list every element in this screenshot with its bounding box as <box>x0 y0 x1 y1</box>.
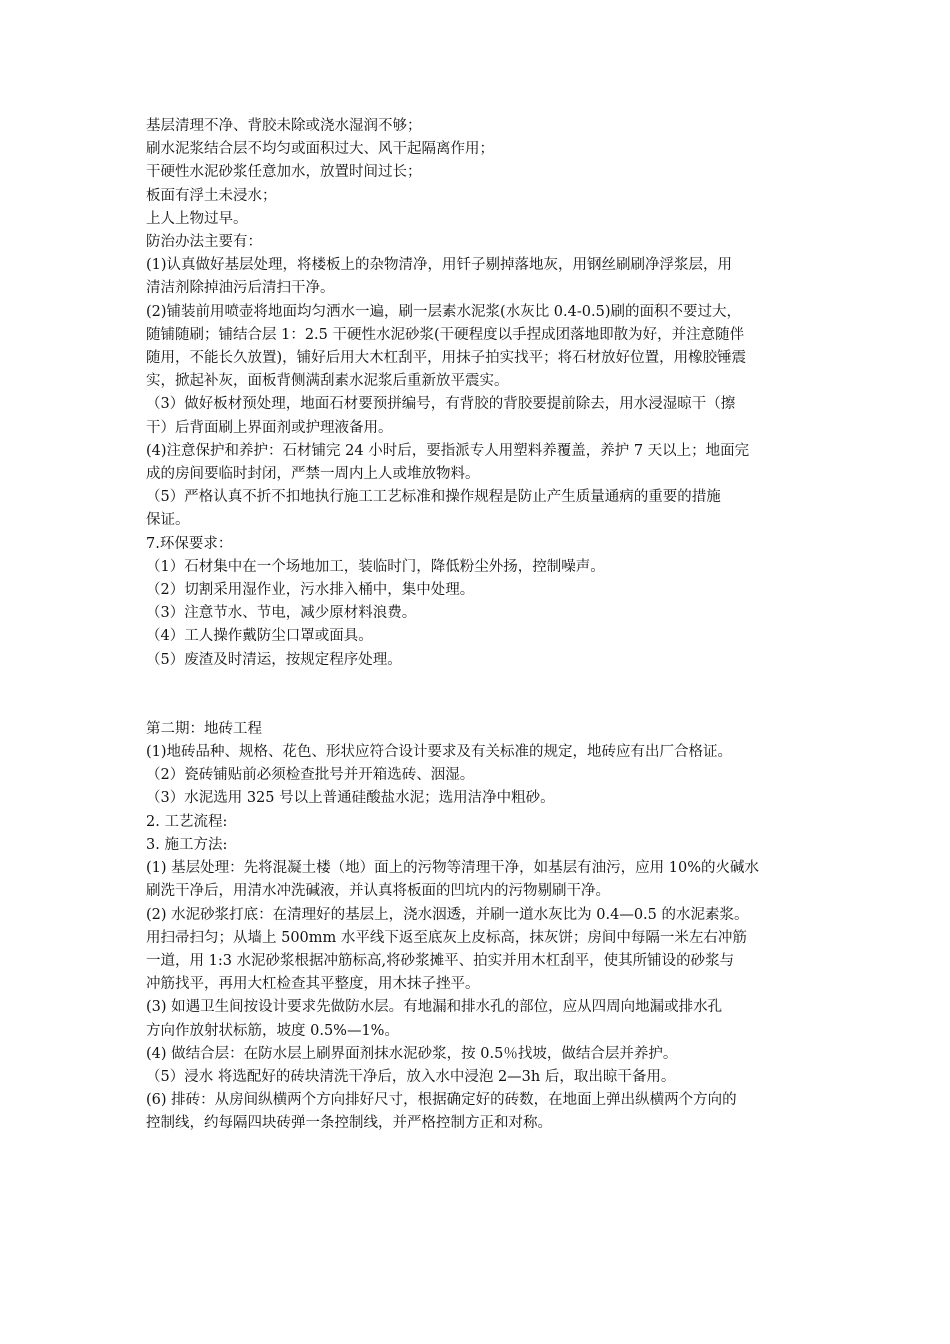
text-line: (6) 排砖：从房间纵横两个方向排好尺寸，根据确定好的砖数，在地面上弹出纵横两个方向的 <box>146 1092 737 1109</box>
text-line: 成的房间要临时封闭，严禁一周内上人或堆放物料。 <box>146 466 480 483</box>
paragraph-gap <box>146 672 816 718</box>
text-line: 冲筋找平，再用大杠检查其平整度，用木抹子挫平。 <box>146 976 480 993</box>
text-line: 控制线，约每隔四块砖弹一条控制线，并严格控制方正和对称。 <box>146 1115 552 1132</box>
section-heading: 防治办法主要有： <box>146 234 262 251</box>
text-line: 上人上物过早。 <box>146 210 248 227</box>
text-line: 保证。 <box>146 512 190 529</box>
text-line: 方向作放射状标筋，坡度 0.5%—1%。 <box>146 1022 399 1039</box>
text-line: （3）做好板材预处理，地面石材要预拼编号，有背胶的背胶要提前除去，用水浸湿晾干（擦 <box>146 396 736 413</box>
text-line: 板面有浮土未浸水； <box>146 187 277 204</box>
text-line: （5）严格认真不折不扣地执行施工工艺标准和操作规程是防止产生质量通病的重要的措施 <box>146 489 721 506</box>
text-line: (4)注意保护和养护：石材铺完 24 小时后，要指派专人用塑料养覆盖，养护 7 天以上；地面完 <box>146 442 750 459</box>
text-line: 用扫帚扫匀；从墙上 500mm 水平线下返至底灰上皮标高，抹灰饼；房间中每隔一米左右冲筋 <box>146 929 747 946</box>
text-line: （2）切割采用湿作业，污水排入桶中，集中处理。 <box>146 582 475 599</box>
text-line: （3）注意节水、节电，减少原材料浪费。 <box>146 605 417 622</box>
text-line: （2）瓷砖铺贴前必须检查批号并开箱选砖、洇湿。 <box>146 767 475 784</box>
text-line: 刷水泥浆结合层不均匀或面积过大、风干起隔离作用； <box>146 141 494 158</box>
text-line: 干硬性水泥砂浆任意加水，放置时间过长； <box>146 164 422 181</box>
text-line: （5）浸水 将选配好的砖块清洗干净后，放入水中浸泡 2—3h 后，取出晾干备用。 <box>146 1068 676 1085</box>
section-heading: 7.环保要求： <box>146 535 233 552</box>
text-line: 干）后背面刷上界面剂或护理液备用。 <box>146 419 393 436</box>
text-line: 随铺随刷；铺结合层 1：2.5 干硬性水泥砂浆(干硬程度以手捏成团落地即散为好，并注意随伴 <box>146 326 745 343</box>
text-line: (4) 做结合层：在防水层上刷界面剂抹水泥砂浆，按 0.5％找坡，做结合层并养护。 <box>146 1045 678 1062</box>
text-line: (1)认真做好基层处理，将楼板上的杂物清净，用钎子剔掉落地灰，用钢丝刷刷净浮浆层，用 <box>146 257 733 274</box>
text-line: 随用，不能长久放置)，铺好后用大木杠刮平，用抹子拍实找平；将石材放好位置，用橡胶锤震 <box>146 350 747 367</box>
text-line: （3）水泥选用 325 号以上普通硅酸盐水泥；选用洁净中粗砂。 <box>146 790 555 807</box>
section-heading: 2. 工艺流程: <box>146 813 228 830</box>
section-stone-defects <box>146 115 816 672</box>
text-line: (2)铺装前用喷壶将地面均匀洒水一遍，刷一层素水泥浆(水灰比 0.4-0.5)刷的面积不要过大， <box>146 303 741 320</box>
text-line: 清洁剂除掉油污后清扫干净。 <box>146 280 335 297</box>
text-line: （4）工人操作戴防尘口罩或面具。 <box>146 628 373 645</box>
text-line: (2) 水泥砂浆打底：在清理好的基层上，浇水洇透，并刷一道水灰比为 0.4—0.5 的水泥素浆。 <box>146 906 749 923</box>
section-floor-tile <box>146 718 816 1136</box>
text-line: 实，掀起补灰，面板背侧满刮素水泥浆后重新放平震实。 <box>146 373 509 390</box>
text-line: （5）废渣及时清运，按规定程序处理。 <box>146 651 402 668</box>
document-page <box>146 115 816 1136</box>
section-heading: 第二期：地砖工程 <box>146 720 262 737</box>
text-line: (1)地砖品种、规格、花色、形状应符合设计要求及有关标准的规定，地砖应有出厂合格证。 <box>146 744 733 761</box>
text-line: （1）石材集中在一个场地加工，装临时门，降低粉尘外扬，控制噪声。 <box>146 558 605 575</box>
text-line: (3) 如遇卫生间按设计要求先做防水层。有地漏和排水孔的部位，应从四周向地漏或排水孔 <box>146 999 723 1016</box>
section-heading: 3. 施工方法: <box>146 836 228 853</box>
text-line: (1) 基层处理：先将混凝土楼（地）面上的污物等清理干净，如基层有油污，应用 10%的火碱水 <box>146 860 759 877</box>
text-line: 一道，用 1:3 水泥砂浆根据冲筋标高,将砂浆摊平、拍实并用木杠刮平，使其所铺设的砂浆与 <box>146 952 735 969</box>
text-line: 刷洗干净后，用清水冲洗碱液，并认真将板面的凹坑内的污物剔刷干净。 <box>146 883 610 900</box>
text-line: 基层清理不净、背胶未除或浇水湿润不够； <box>146 118 422 134</box>
